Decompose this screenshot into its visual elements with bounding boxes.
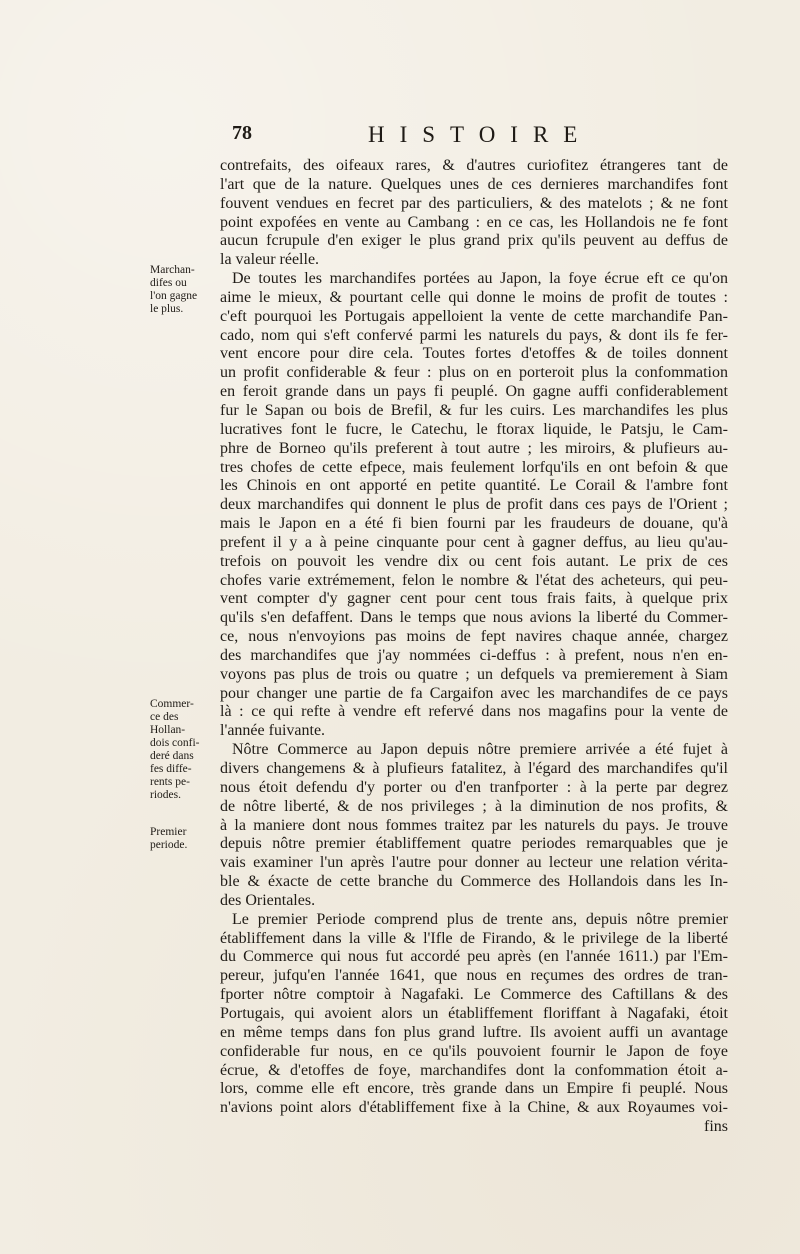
- text-line: Portugais, qui avoient alors un établiffement floriffant à Nagafaki, étoit: [220, 1004, 728, 1022]
- text-line: des Orientales.: [220, 891, 316, 909]
- text-line: pour changer une partie de fa Cargaifon avec les marchandifes de ce pays: [220, 684, 728, 702]
- margin-note-line: dois confi-: [150, 737, 200, 749]
- text-line: cado, nom qui s'eft confervé parmi les naturels du pays, & dont ils fe fer-: [220, 326, 728, 344]
- text-line: l'année fuivante.: [220, 722, 326, 740]
- text-line: établiffement dans la ville & l'Ifle de Firando, & le privilege de la liberté: [220, 929, 728, 947]
- text-line: de nôtre liberté, & de nos privileges ; à la diminution de nos profits, &: [220, 797, 728, 815]
- margin-note-line: Marchan-: [150, 264, 195, 276]
- text-line: confiderable fur nous, en ce qu'ils pouvoient fournir le Japon de foye: [220, 1042, 728, 1060]
- text-line: à la maniere dont nous fommes traitez par les naturels du pays. Je trouve: [220, 816, 728, 834]
- margin-note-line: Premier: [150, 826, 187, 838]
- text-line: ble & éxacte de cette branche du Commerce des Hollandois dans les In-: [220, 873, 728, 891]
- margin-note-line: deré dans: [150, 750, 194, 762]
- page-number: 78: [232, 122, 252, 144]
- text-line: trefois on pouvoit les vendre dix ou cent fois autant. Le prix de ces: [220, 552, 728, 570]
- margin-note-line: riodes.: [150, 789, 181, 801]
- text-line: n'avions point alors d'établiffement fixe à la Chine, & aux Royaumes voi-: [220, 1099, 728, 1117]
- margin-note-commerce: [150, 698, 212, 802]
- text-line: deux marchandifes qui donnent le plus de profit dans ces pays de l'Orient ;: [220, 496, 728, 514]
- margin-note-line: Hollan-: [150, 724, 186, 736]
- body-text: [220, 157, 728, 1137]
- margin-note-line: ce des: [150, 711, 179, 723]
- text-line: voyons pas plus de trois ou quatre ; un defquels va premierement à Siam: [220, 665, 728, 683]
- text-line: vent compter d'y gagner cent pour cent tous frais faits, à quelque prix: [220, 590, 728, 608]
- text-line: divers changemens & à plufieurs fatalitez, à l'égard des marchandifes qu'il: [220, 760, 728, 777]
- text-line: Le premier Periode comprend plus de trente ans, depuis nôtre premier: [232, 910, 728, 928]
- text-line: mais le Japon en a été fi bien fourni par les fraudeurs de douane, qu'à: [220, 515, 728, 533]
- text-line: lucratives font le fucre, le Catechu, le ftorax liquide, le Patsju, le Cam-: [220, 420, 728, 438]
- text-line: prefent il y a à peine cinquante pour cent à gagner deffus, au lieu qu'au-: [220, 533, 728, 551]
- margin-note-line: Commer-: [150, 698, 194, 710]
- text-line: aucun fcrupule d'en exiger le plus grand prix qu'ils peuvent au deffus de: [220, 232, 728, 250]
- text-line: depuis nôtre premier établiffement quatre periodes remarquables que je: [220, 835, 728, 853]
- text-line: point expofées en vente au Cambang : en ce cas, les Hollandois ne fe font: [220, 213, 728, 231]
- catchword: fins: [704, 1118, 728, 1136]
- text-line: ce, nous n'envoyions pas moins de fept navires chaque année, chargez: [220, 628, 728, 646]
- margin-note-premier-periode: [150, 826, 212, 852]
- text-line: nous étoit defendu d'y porter ou d'en tranfporter : à la perte par degrez: [220, 778, 728, 796]
- text-line: pereur, jufqu'en l'année 1641, que nous en reçumes des ordres de tran-: [220, 967, 728, 985]
- text-line: la valeur réelle.: [220, 251, 320, 269]
- text-line: vent encore pour dire cela. Toutes fortes d'etoffes & de toiles donnent: [220, 345, 728, 363]
- running-title: HISTOIRE: [368, 122, 593, 147]
- margin-note-marchandises: [150, 264, 212, 316]
- text-line: là : ce qui refte à vendre eft refervé dans nos magafins pour la vente de: [220, 703, 728, 721]
- text-line: fur le Sapan ou bois de Brefil, & fur les cuirs. Les marchandifes les plus: [220, 401, 728, 419]
- text-line: les Chinois en ont apporté en petite quantité. Le Corail & l'ambre font: [220, 477, 728, 495]
- text-line: du Commerce qui nous fut accordé peu après (en l'année 1611.) par l'Em-: [220, 948, 728, 966]
- text-line: fouvent vendues en fecret par des particuliers, & des matelots ; & ne font: [220, 194, 728, 212]
- text-line: phre de Borneo qu'ils preferent à tout autre ; les miroirs, & plufieurs au-: [220, 439, 728, 457]
- margin-note-line: difes ou: [150, 277, 187, 289]
- running-head: [232, 122, 720, 152]
- text-line: fporter nôtre comptoir à Nagafaki. Le Commerce des Caftillans & des: [220, 986, 728, 1004]
- text-line: Nôtre Commerce au Japon depuis nôtre premiere arrivée a été fujet à: [232, 741, 728, 759]
- margin-note-line: fes diffe-: [150, 763, 192, 775]
- text-line: contrefaits, des oifeaux rares, & d'autres curiofitez étrangeres tant de: [220, 157, 728, 174]
- margin-note-line: l'on gagne: [150, 290, 198, 302]
- margin-note-line: periode.: [150, 839, 188, 851]
- margin-note-line: le plus.: [150, 303, 184, 315]
- text-line: chofes varie extrémement, felon le nombre & l'état des acheteurs, qui peu-: [220, 571, 728, 589]
- text-line: écrue, & d'etoffes de foye, marchandifes dont la confommation étoit a-: [220, 1061, 728, 1079]
- text-line: aime le mieux, & pourtant celle qui donne le moins de profit de toutes :: [220, 288, 728, 306]
- text-line: vais examiner l'un après l'autre pour donner au lecteur une relation vérita-: [220, 854, 728, 872]
- text-line: en feroit grande dans un pays fi peuplé. On gagne auffi confiderablement: [220, 383, 728, 401]
- text-line: lors, comme elle eft encore, très grande dans un Empire fi peuplé. Nous: [220, 1080, 728, 1098]
- text-line: en même temps dans fon plus grand luftre. Ils avoient auffi un avantage: [220, 1023, 728, 1041]
- text-line: tres chofes de cette efpece, mais feulement lorfqu'ils en ont befoin & que: [220, 458, 728, 476]
- text-line: l'art que de la nature. Quelques unes de ces dernieres marchandifes font: [220, 175, 728, 193]
- text-line: un profit confiderable & feur : plus on en porteroit plus la confommation: [220, 364, 728, 382]
- text-line: qu'ils s'en defaffent. Dans le temps que nous avions la liberté du Commer-: [220, 609, 728, 627]
- text-line: c'eft pourquoi les Portugais appelloient la vente de cette marchandife Pan-: [220, 307, 728, 325]
- margin-note-line: rents pe-: [150, 776, 190, 788]
- text-line: des marchandifes que j'ay nommées ci-deffus : à prefent, nous n'en en-: [220, 646, 728, 664]
- text-line: De toutes les marchandifes portées au Japon, la foye écrue eft ce qu'on: [232, 270, 728, 288]
